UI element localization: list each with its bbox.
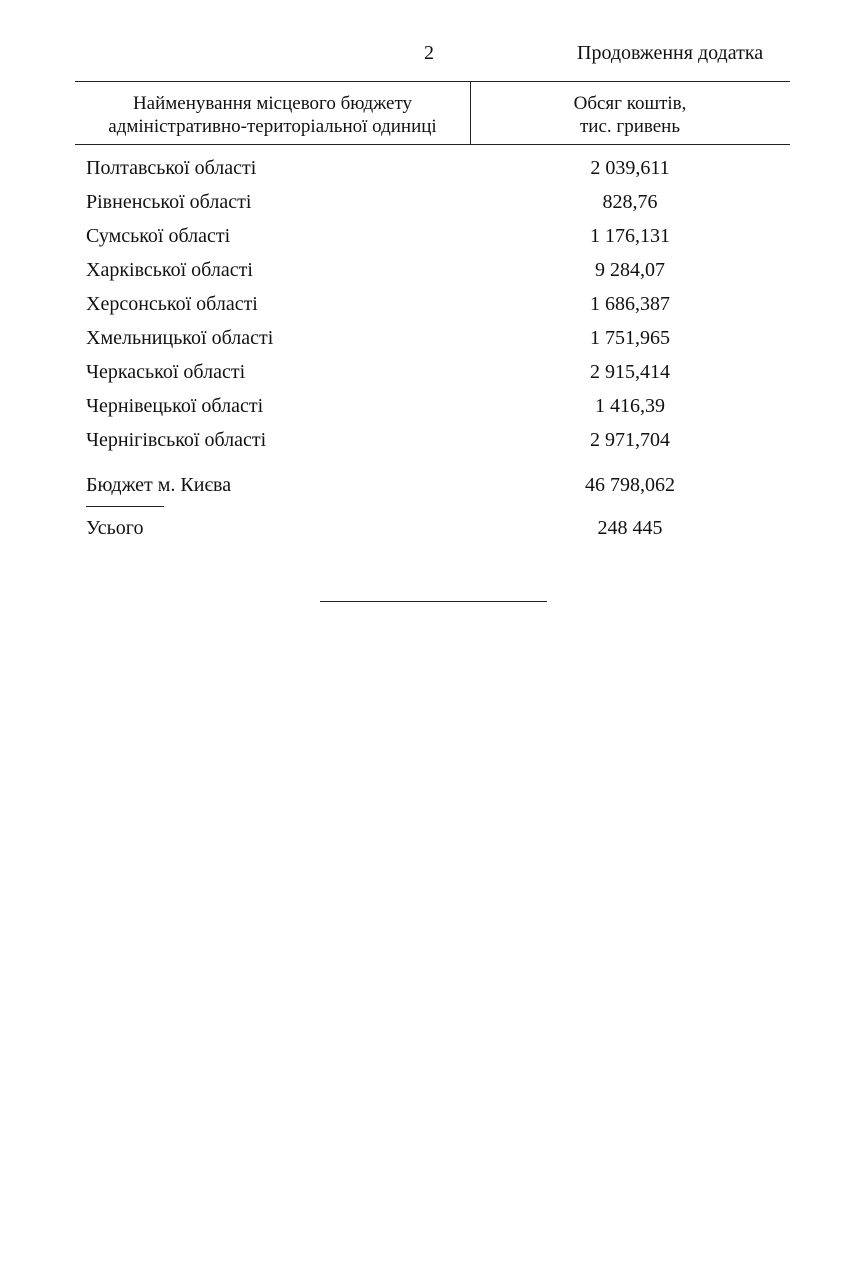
- document-end-rule: [320, 601, 547, 602]
- header-bottom-rule: [75, 144, 790, 145]
- row-name: Харківської області: [86, 259, 253, 281]
- column-header-name-line-1: Найменування місцевого бюджету: [132, 93, 413, 114]
- table-row: [0, 222, 864, 250]
- column-header-amount-line-2: тис. гривень: [580, 116, 680, 137]
- row-value: 1 686,387: [590, 293, 670, 315]
- table-row: [0, 392, 864, 420]
- table-row: [0, 256, 864, 284]
- column-header-name-line-2: адміністративно-територіальної одиниці: [108, 116, 437, 137]
- row-value: 2 039,611: [590, 157, 670, 179]
- row-name: Чернівецької області: [86, 395, 264, 417]
- row-name: Черкаської області: [86, 361, 246, 383]
- kyiv-budget-value: 46 798,062: [585, 474, 675, 496]
- table-row: [0, 426, 864, 454]
- total-value: 248 445: [597, 517, 663, 539]
- row-name: Рівненської області: [86, 191, 252, 213]
- page-number: 2: [424, 42, 434, 64]
- table-row: [0, 358, 864, 386]
- kyiv-budget-row: [0, 471, 864, 499]
- row-value: 9 284,07: [595, 259, 665, 281]
- total-name: Усього: [86, 517, 144, 539]
- row-value: 1 751,965: [590, 327, 670, 349]
- row-name: Чернігівської області: [86, 429, 267, 451]
- kyiv-budget-name: Бюджет м. Києва: [86, 474, 232, 496]
- row-name: Полтавської області: [86, 157, 257, 179]
- row-value: 1 416,39: [595, 395, 665, 417]
- column-header-name: [75, 92, 470, 138]
- row-value: 828,76: [602, 191, 658, 213]
- row-name: Хмельницької області: [86, 327, 274, 349]
- row-name: Херсонської області: [86, 293, 258, 315]
- table-row: [0, 324, 864, 352]
- continuation-label: Продовження додатка: [577, 42, 764, 64]
- total-separator-rule: [86, 506, 164, 507]
- row-value: 2 971,704: [590, 429, 670, 451]
- table-top-rule: [75, 81, 790, 82]
- column-header-amount: [470, 92, 790, 138]
- column-header-amount-line-1: Обсяг коштів,: [573, 93, 687, 114]
- table-row: [0, 290, 864, 318]
- total-row: [0, 514, 864, 542]
- table-row: [0, 188, 864, 216]
- row-value: 2 915,414: [590, 361, 670, 383]
- row-name: Сумської області: [86, 225, 231, 247]
- table-row: [0, 154, 864, 182]
- row-value: 1 176,131: [590, 225, 670, 247]
